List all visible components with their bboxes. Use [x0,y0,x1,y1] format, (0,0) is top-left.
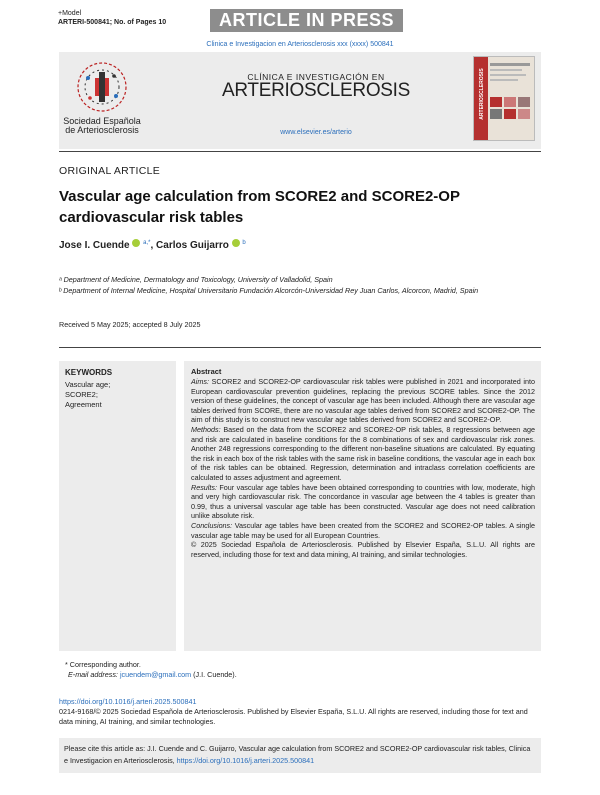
aims-label: Aims: [191,377,209,386]
orcid-icon[interactable] [132,239,140,247]
header-meta [58,9,166,27]
orcid-icon[interactable] [232,239,240,247]
journal-reference-link[interactable]: Clinica e Investigacion en Arteriosclerosis xxx (xxxx) 500841 [206,41,394,48]
abstract-title: Abstract [191,367,222,376]
email-label: E-mail address: [68,670,118,679]
conclusions-text: Vascular age tables have been created from the SCORE2 and SCORE2-OP tables. A single vascular age table may be used for all European Countries. [191,520,535,540]
methods-label: Methods: [191,424,221,434]
article-title: Vascular age calculation from SCORE2 and SCORE2-OP cardiovascular risk tables [59,188,460,226]
keywords-title: KEYWORDS [65,368,113,377]
journal-url-link[interactable]: www.elsevier.es/arterio [280,129,352,136]
keywords-list [65,380,110,410]
abstract-conclusions [191,521,535,540]
model-label: +Model [58,10,82,17]
conclusions-label: Conclusions: [191,520,233,530]
author-list [59,239,246,251]
abstract-methods [191,425,535,483]
aims-text: SCORE2 and SCORE2-OP cardiovascular risk tables were published in 2021 and incorporated into European cardiovascular prevention guidelines, replacing the previous SCORE tables. Since the 2012 version of these guidelines, the concept of vascular age has been included. Although there are vascular age tables derived from SCORE, there are no vascular age tables derived from SCORE2 and SCORE2-OP. The aim of this study is to construct new vascular age tables derived from SCORE2 and SCORE2-OP. [191,377,535,425]
keyword-item: Vascular age; [65,380,111,389]
article-in-press-banner: ARTICLE IN PRESS [210,9,403,32]
author-1[interactable]: Jose I. Cuende [59,240,130,251]
corr-label: * Corresponding author. [65,660,141,669]
keyword-item: SCORE2; [65,390,98,399]
journal-cover-thumbnail [473,56,535,141]
author-1-sup[interactable]: a,* [143,240,151,246]
abstract-body [191,377,535,559]
methods-text: Based on the data from the SCORE2 and SCORE2-OP risk tables, 8 regressions between age and risk are calculated in baseline conditions for the 8 combinations of sex and cardiovascular risk zones. Another 248 regressions corresponding to the different non-baseline situations are calculated. By equating the risk in each box of the risk tables with the same risk in baseline conditions, the vascular age in each box of the risk tables can be obtained. Regression, determination and intraclass correlation coefficients are calculated to asses adjustment and agreement. [191,424,535,482]
results-label: Results: [191,482,217,492]
email-line [59,670,237,680]
article-type: ORIGINAL ARTICLE [59,165,161,177]
keyword-item: Agreement [65,400,102,409]
journal-title-small: CLÍNICA E INVESTIGACIÓN EN [247,72,385,82]
abstract-aims [191,377,535,425]
corresponding-author-note [59,660,237,680]
email-link[interactable]: jcuendem@gmail.com [119,670,192,679]
ref-line: ARTERI-500841; No. of Pages 10 [58,19,167,26]
divider-top [59,151,541,152]
issn-copyright: 0214-9168/© 2025 Sociedad Española de Arteriosclerosis. Published by Elsevier España, S.L.U. All rights are reserved, including those for text and data mining, AI training, and similar technologies. [59,707,528,726]
abstract-results [191,483,535,521]
journal-title: ARTERIOSCLEROSIS [221,80,411,101]
email-suffix: (J.I. Cuende). [191,670,237,679]
society-name: Sociedad Española de Arteriosclerosis [63,116,141,135]
author-2[interactable]: Carlos Guijarro [156,240,229,251]
affiliations [59,275,539,296]
citation-prefix: Please cite this article as: J.I. Cuende and C. Guijarro, Vascular age calculation from SCORE2 and SCORE2-OP cardiovascular risk tables, Clinica e Investigacion en Arteriosclerosis, [64,744,531,765]
author-2-sup[interactable]: b [242,240,246,246]
affiliation-a: ᵃ Department of Medicine, Dermatology and Toxicology, University of Valladolid, Spain [59,275,333,284]
results-text: Four vascular age tables have been obtained corresponding to countries with low, moderate, high and very high cardiovascular risk. The concordance in vascular age between the 4 tables is greater than 0.99, thus a universal vascular age table has been constructed. Vascular age does not need calibration unlike absolute risk. [191,482,535,521]
society-logo-icon [62,58,142,116]
cover-title: ARTERIOSCLEROSIS [479,68,485,120]
affiliation-b: ᵇ Department of Internal Medicine, Hospital Universitario Fundación Alcorcón-Universidad Rey Juan Carlos, Alcorcon, Madrid, Spain [59,285,479,295]
citation-doi-link[interactable]: https://doi.org/10.1016/j.arteri.2025.500841 [176,756,315,765]
received-dates: Received 5 May 2025; accepted 8 July 2025 [59,320,201,329]
abstract-copyright: © 2025 Sociedad Española de Arteriosclerosis. Published by Elsevier España, S.L.U. All rights are reserved, including those for text and data mining, AI training, and similar technologies. [191,540,535,559]
divider-middle [59,347,541,348]
citation-text [64,743,536,767]
author-separator: , [150,240,157,251]
doi-link[interactable]: https://doi.org/10.1016/j.arteri.2025.500841 [59,697,197,706]
